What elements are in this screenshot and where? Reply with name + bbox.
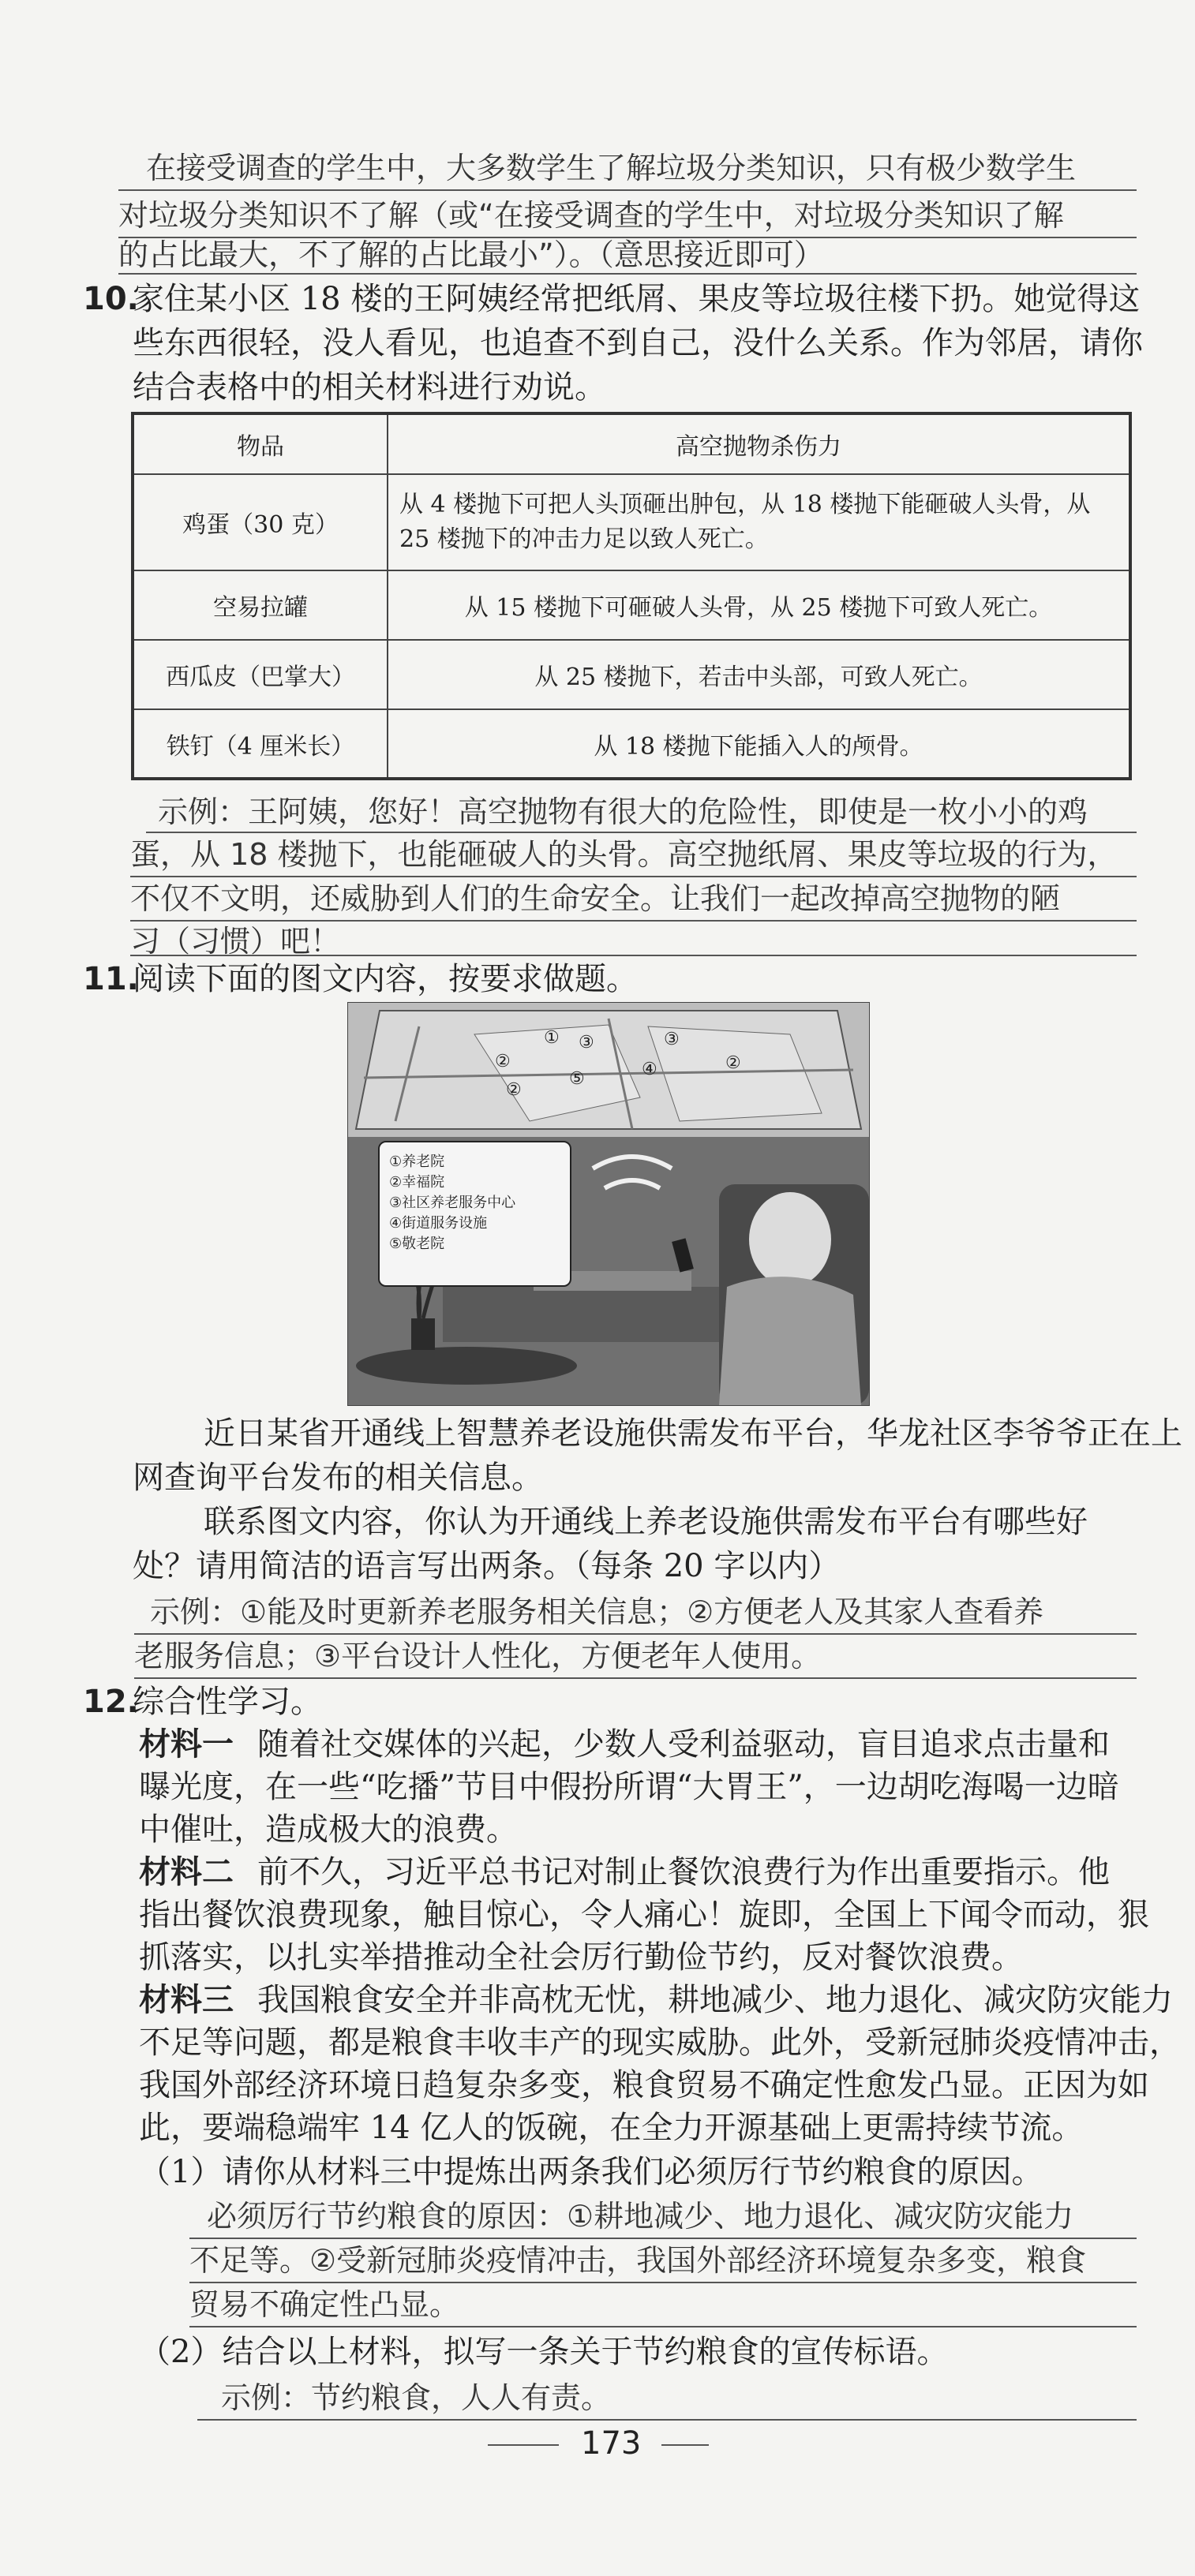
answer11-line2: 老服务信息；③平台设计人性化，方便老年人使用。 — [134, 1639, 822, 1673]
answer10-line2: 蛋，从 18 楼抛下，也能砸破人的头骨。高空抛纸屑、果皮等垃圾的行为， — [130, 837, 1118, 872]
material-text: 随着社交媒体的兴起，少数人受利益驱动，盲目追求点击量和 — [257, 1726, 1110, 1763]
question-text: 综合性学习。 — [133, 1684, 322, 1720]
legend-item: ④街道服务设施 — [389, 1215, 488, 1232]
material-text: 不足等问题，都是粮食丰收丰产的现实威胁。此外，受新冠肺炎疫情冲击， — [139, 2025, 1181, 2061]
answer-underline — [118, 273, 1137, 275]
sub-question: （2）结合以上材料，拟写一条关于节约粮食的宣传标语。 — [139, 2334, 949, 2370]
table-header-row — [133, 413, 1130, 474]
answer11-line1: 示例：①能及时更新养老服务相关信息；②方便老人及其家人查看养 — [150, 1595, 1044, 1629]
footer-dash-right — [661, 2444, 709, 2446]
material-text: 中催吐，造成极大的浪费。 — [139, 1811, 518, 1848]
desc-line: 从 4 楼抛下可把人头顶砸出肿包，从 18 楼抛下能砸破人头骨，从 — [399, 491, 1091, 518]
map-marker: ② — [725, 1053, 741, 1073]
map-marker: ② — [506, 1080, 522, 1100]
answer10-line1: 示例：王阿姨，您好！高空抛物有很大的危险性，即使是一枚小小的鸡 — [158, 794, 1088, 829]
legend-item: ②幸福院 — [389, 1174, 445, 1191]
table-cell-desc: 从 25 楼抛下，若击中头部，可致人死亡。 — [388, 640, 1130, 709]
table-row — [133, 474, 1130, 570]
table-cell-item: 西瓜皮（巴掌大） — [133, 640, 388, 709]
answer9-line2: 对垃圾分类知识不了解（或“在接受调查的学生中，对垃圾分类知识了解 — [118, 198, 1064, 233]
table-cell-item: 空易拉罐 — [133, 570, 388, 640]
map-marker: ③ — [579, 1033, 594, 1052]
answer10-line4: 习（习惯）吧！ — [130, 924, 341, 959]
answer-underline — [189, 2326, 1137, 2327]
table-cell-item: 铁钉（4 厘米长） — [133, 709, 388, 779]
table-row — [133, 640, 1130, 709]
falling-objects-table — [131, 412, 1132, 780]
map-marker: ② — [495, 1052, 511, 1071]
table-header: 高空抛物杀伤力 — [388, 413, 1130, 474]
answer12-1-line2: 不足等。②受新冠肺炎疫情冲击，我国外部经济环境复杂多变，粮食 — [189, 2243, 1087, 2278]
question-text: 家住某小区 18 楼的王阿姨经常把纸屑、果皮等垃圾往楼下扔。她觉得这 — [133, 281, 1141, 317]
answer9-line3: 的占比最大，不了解的占比最小”）。（意思接近即可） — [118, 237, 824, 272]
question-text: 网查询平台发布的相关信息。 — [133, 1460, 543, 1496]
material-text: 指出餐饮浪费现象，触目惊心，令人痛心！旋即，全国上下闻令而动，狠 — [139, 1897, 1149, 1933]
sub-question: （1）请你从材料三中提炼出两条我们必须厉行节约粮食的原因。 — [139, 2154, 1043, 2190]
answer12-1-line3: 贸易不确定性凸显。 — [189, 2287, 460, 2322]
material-text: 前不久，习近平总书记对制止餐饮浪费行为作出重要指示。他 — [257, 1854, 1110, 1890]
question-text: 近日某省开通线上智慧养老设施供需发布平台，华龙社区李爷爷正在上 — [204, 1415, 1182, 1452]
answer-underline — [130, 955, 1137, 956]
page-number: 173 — [581, 2425, 642, 2462]
question-text: 处？请用简洁的语言写出两条。（每条 20 字以内） — [133, 1548, 841, 1584]
material-text: 抓落实，以扎实举措推动全社会厉行勤俭节约，反对餐饮浪费。 — [139, 1939, 1023, 1976]
map-marker: ④ — [642, 1060, 657, 1079]
table-row — [133, 570, 1130, 640]
answer12-1-line1: 必须厉行节约粮食的原因：①耕地减少、地力退化、减灾防灾能力 — [207, 2199, 1074, 2234]
legend-item: ①养老院 — [389, 1153, 445, 1170]
material-text: 曝光度，在一些“吃播”节目中假扮所谓“大胃王”，一边胡吃海喝一边暗 — [139, 1769, 1119, 1805]
table-cell-desc: 从 15 楼抛下可砸破人头骨，从 25 楼抛下可致人死亡。 — [388, 570, 1130, 640]
table-cell-desc: 从 18 楼抛下能插入人的颅骨。 — [388, 709, 1130, 779]
table-cell-desc — [388, 474, 1130, 570]
answer9-line1: 在接受调查的学生中，大多数学生了解垃圾分类知识，只有极少数学生 — [146, 151, 1077, 185]
answer-underline — [197, 2419, 1137, 2421]
table-row — [133, 709, 1130, 779]
material-text: 我国粮食安全并非高枕无忧，耕地减少、地力退化、减灾防灾能力 — [257, 1982, 1173, 2018]
material-label: 材料二 — [139, 1854, 234, 1890]
question-number: 11. — [83, 961, 139, 997]
answer-underline — [118, 189, 1137, 191]
smart-elderly-care-illustration — [347, 1002, 870, 1406]
material-label: 材料一 — [139, 1726, 234, 1763]
question-text: 阅读下面的图文内容，按要求做题。 — [133, 961, 638, 997]
question-number: 10. — [83, 281, 139, 317]
material-label: 材料三 — [139, 1982, 234, 2018]
map-marker: ① — [544, 1028, 560, 1048]
question-number: 12. — [83, 1684, 139, 1720]
table-header: 物品 — [133, 413, 388, 474]
question-text: 结合表格中的相关材料进行劝说。 — [133, 369, 606, 406]
material-text: 我国外部经济环境日趋复杂多变，粮食贸易不确定性愈发凸显。正因为如 — [139, 2067, 1149, 2103]
legend-item: ⑤敬老院 — [389, 1236, 445, 1252]
answer10-line3: 不仅不文明，还威胁到人们的生命安全。让我们一起改掉高空抛物的陋 — [130, 881, 1061, 916]
map-marker: ③ — [664, 1030, 680, 1049]
legend-item: ③社区养老服务中心 — [389, 1195, 516, 1211]
map-legend — [378, 1141, 571, 1287]
question-text: 些东西很轻，没人看见，也追查不到自己，没什么关系。作为邻居，请你 — [133, 325, 1143, 361]
table-cell-item: 鸡蛋（30 克） — [133, 474, 388, 570]
map-marker: ⑤ — [569, 1069, 585, 1089]
question-text: 联系图文内容，你认为开通线上养老设施供需发布平台有哪些好 — [204, 1504, 1088, 1540]
footer-dash-left — [488, 2444, 559, 2446]
answer12-2: 示例：节约粮食，人人有责。 — [221, 2380, 612, 2415]
material-text: 此，要端稳端牢 14 亿人的饭碗，在全力开源基础上更需持续节流。 — [139, 2110, 1084, 2146]
desc-line: 25 楼抛下的冲击力足以致人死亡。 — [399, 525, 769, 553]
answer-underline — [134, 1677, 1137, 1679]
